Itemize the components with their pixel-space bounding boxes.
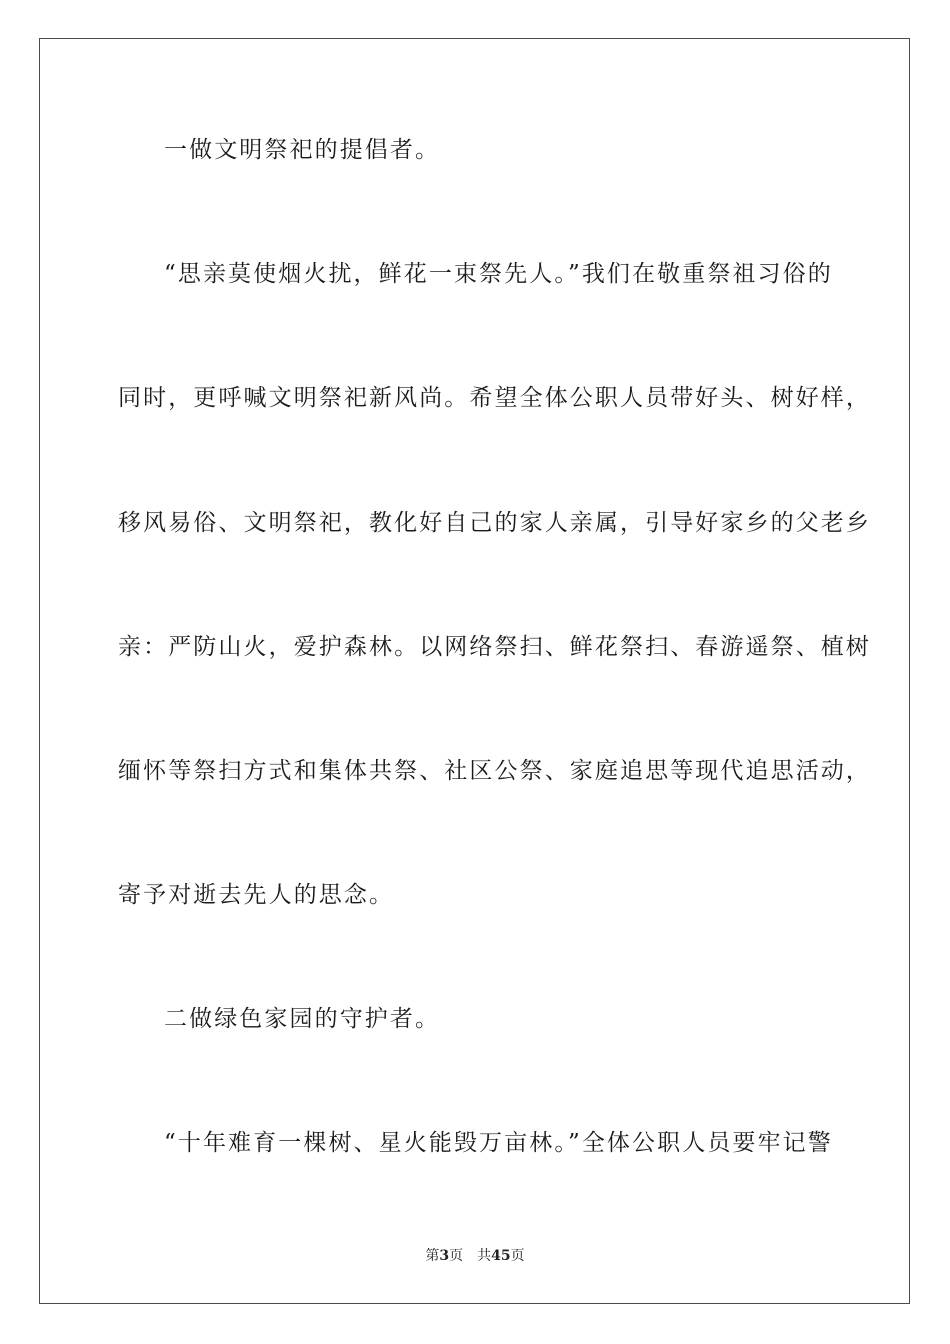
page-number: 3 <box>439 1248 450 1264</box>
page-prefix: 第 <box>425 1248 440 1264</box>
paragraph-line: “思亲莫使烟火扰，鲜花一束祭先人。”我们在敬重祭祖习俗的 <box>164 261 833 287</box>
page-frame <box>39 38 910 1304</box>
paragraph-heading-2: 二做绿色家园的守护者。 <box>164 1006 441 1032</box>
paragraph-line: 亲：严防山火，爱护森林。以网络祭扫、鲜花祭扫、春游遥祭、植树 <box>118 634 871 660</box>
paragraph-line: “十年难育一棵树、星火能毁万亩林。”全体公职人员要牢记警 <box>164 1130 833 1156</box>
paragraph-heading-1: 一做文明祭祀的提倡者。 <box>164 137 441 163</box>
page-suffix: 页 <box>449 1248 464 1264</box>
total-pages: 45 <box>491 1248 511 1264</box>
paragraph-line: 同时，更呼喊文明祭祀新风尚。希望全体公职人员带好头、树好样， <box>118 385 871 411</box>
total-suffix: 页 <box>510 1248 525 1264</box>
paragraph-line: 移风易俗、文明祭祀，教化好自己的家人亲属，引导好家乡的父老乡 <box>118 510 871 536</box>
paragraph-line: 寄予对逝去先人的思念。 <box>118 882 395 908</box>
paragraph-line: 缅怀等祭扫方式和集体共祭、社区公祭、家庭追思等现代追思活动， <box>118 758 871 784</box>
total-prefix: 共 <box>477 1248 492 1264</box>
page-footer <box>0 1247 950 1265</box>
